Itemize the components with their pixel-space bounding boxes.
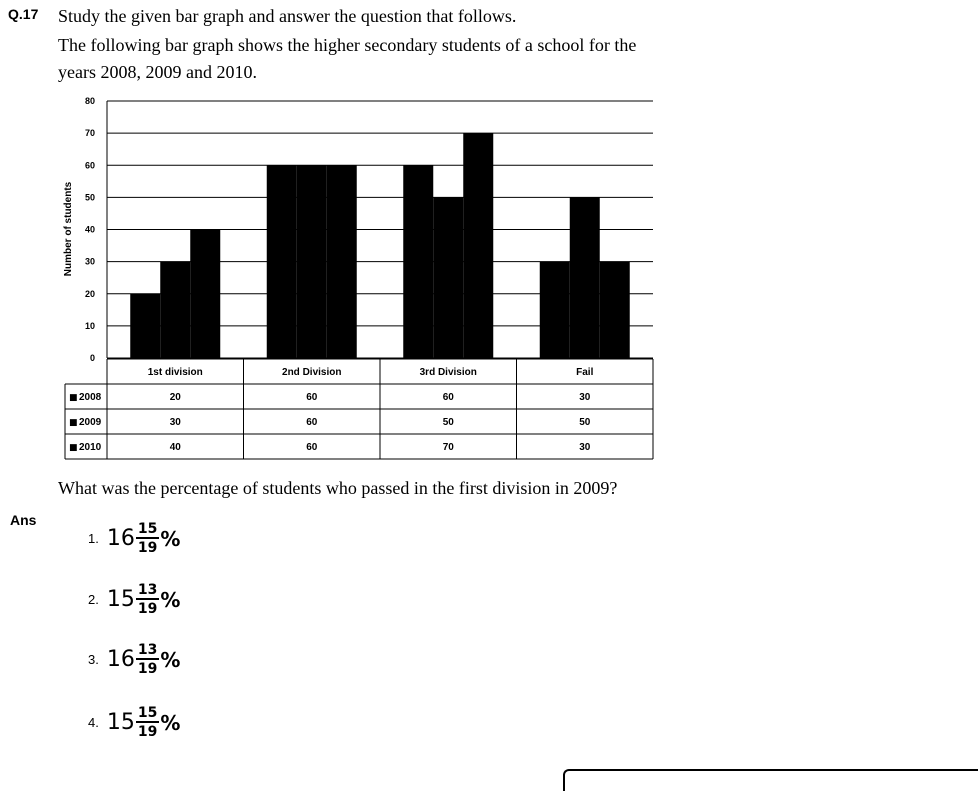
y-tick-label: 70 [84, 128, 95, 139]
y-axis-label: Number of students [63, 181, 74, 277]
x-tick-label: 3rd Division [419, 367, 477, 378]
fraction-numerator: 13 [137, 582, 158, 598]
option-number: 3. [88, 652, 99, 667]
option-whole: 15 [106, 710, 135, 735]
data-label: 70 [442, 442, 454, 453]
fraction-numerator: 13 [137, 642, 158, 658]
option-number: 4. [88, 715, 99, 730]
data-label: 60 [306, 417, 318, 428]
percent-sign: % [160, 647, 181, 672]
data-label: 50 [442, 417, 454, 428]
bar [463, 133, 493, 358]
bar [570, 197, 600, 358]
bar [267, 165, 297, 358]
option-fraction [136, 643, 159, 676]
fraction-denominator: 19 [137, 601, 158, 617]
y-tick-label: 50 [84, 192, 95, 203]
fraction-denominator: 19 [137, 540, 158, 556]
x-tick-label: 1st division [147, 367, 203, 378]
legend-label: 2008 [79, 392, 102, 403]
data-label: 60 [442, 392, 454, 403]
fraction-denominator: 19 [137, 661, 158, 677]
bar [600, 262, 630, 358]
data-label: 30 [579, 442, 591, 453]
question-line-3: years 2008, 2009 and 2010. [58, 62, 257, 82]
option-2[interactable] [88, 583, 180, 616]
y-tick-label: 30 [84, 256, 95, 267]
fraction-numerator: 15 [137, 705, 158, 721]
bar [297, 165, 327, 358]
panel-edge [563, 769, 978, 791]
data-label: 30 [169, 417, 181, 428]
bar [540, 262, 570, 358]
legend-marker: ■ [69, 418, 78, 428]
data-label: 40 [169, 442, 181, 453]
option-whole: 16 [106, 647, 135, 672]
bar [327, 165, 357, 358]
legend-marker: ■ [69, 443, 78, 453]
data-label: 50 [579, 417, 591, 428]
percent-sign: % [160, 710, 181, 735]
data-label: 60 [306, 392, 318, 403]
bar [160, 262, 190, 358]
percent-sign: % [160, 526, 181, 551]
fraction-denominator: 19 [137, 724, 158, 740]
bar [433, 197, 463, 358]
question-number: Q.17 [8, 6, 39, 22]
legend-label: 2009 [79, 417, 102, 428]
option-4[interactable] [88, 706, 180, 739]
option-number: 1. [88, 531, 99, 546]
legend-marker: ■ [69, 393, 78, 403]
x-tick-label: Fail [576, 367, 594, 378]
question-prompt: What was the percentage of students who passed in the first division in 2009? [58, 478, 618, 498]
bar [403, 165, 433, 358]
answer-label: Ans [10, 512, 37, 528]
option-whole: 16 [106, 526, 135, 551]
fraction-numerator: 15 [137, 521, 158, 537]
option-fraction [136, 706, 159, 739]
bar [130, 294, 160, 358]
y-tick-label: 40 [84, 224, 95, 235]
bar [190, 230, 220, 359]
question-line-2: The following bar graph shows the higher secondary students of a school for the [58, 35, 637, 55]
legend-label: 2010 [79, 442, 102, 453]
y-tick-label: 60 [84, 160, 95, 171]
data-label: 20 [169, 392, 181, 403]
y-tick-label: 20 [84, 288, 95, 299]
x-tick-label: 2nd Division [282, 367, 342, 378]
percent-sign: % [160, 587, 181, 612]
question-line-1: Study the given bar graph and answer the question that follows. [58, 6, 517, 26]
y-tick-label: 80 [84, 96, 95, 106]
option-number: 2. [88, 592, 99, 607]
option-1[interactable] [88, 522, 180, 555]
option-fraction [136, 522, 159, 555]
option-3[interactable] [88, 643, 180, 676]
data-label: 60 [306, 442, 318, 453]
y-tick-label: 0 [89, 353, 95, 363]
data-label: 30 [579, 392, 591, 403]
option-whole: 15 [106, 587, 135, 612]
option-fraction [136, 583, 159, 616]
y-tick-label: 10 [84, 320, 95, 331]
